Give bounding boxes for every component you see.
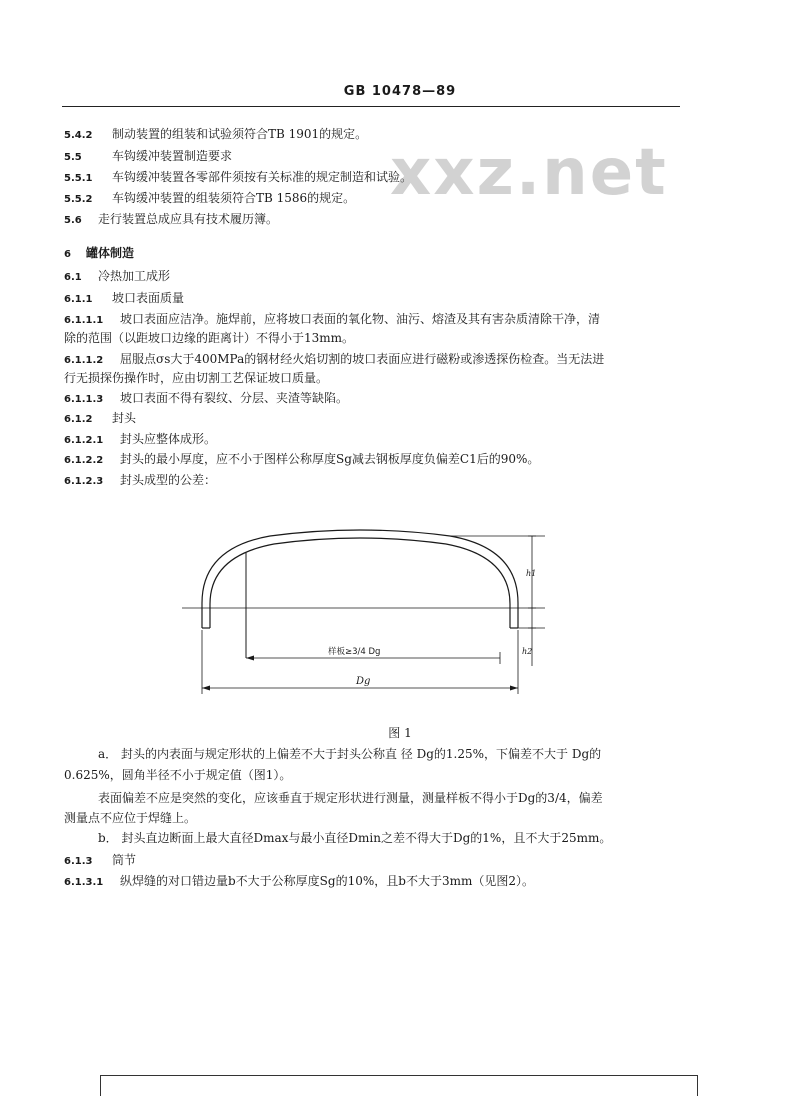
head-inner-profile	[210, 538, 510, 628]
clause-6-1-1-2: 6.1.1.2 屈服点σs大于400MPa的钢材经火焰切割的坡口表面应进行磁粉或渗透探伤检查。当无法进	[64, 352, 605, 366]
watermark: xxz.net	[390, 136, 668, 210]
clause-6-1: 6.1 冷热加工成形	[64, 269, 171, 283]
h1-label: h1	[526, 569, 537, 578]
clause-5-5: 5.5 车钩缓冲装置制造要求	[64, 149, 233, 163]
diameter-label: Dg	[356, 676, 371, 687]
header-rule	[62, 106, 680, 107]
head-outer-profile	[202, 530, 518, 628]
h2-label: h2	[522, 647, 533, 656]
clause-5-4-2: 5.4.2 制动装置的组装和试验须符合TB 1901的规定。	[64, 127, 368, 141]
template-label: 样板≥3/4 Dg	[328, 647, 381, 657]
figure-caption: 图 1	[388, 726, 412, 740]
clause-6-1-1-1: 6.1.1.1 坡口表面应洁净。施焊前，应将坡口表面的氧化物、油污、熔渣及其有害杂质清除干净，清	[64, 312, 601, 326]
para-b: b． 封头直边断面上最大直径Dmax与最小直径Dmin之差不得大于Dg的1%，且不大于25mm。	[98, 831, 612, 845]
section-6-title: 6 罐体制造	[64, 246, 135, 260]
para-surface-line-2: 测量点不应位于焊缝上。	[64, 811, 197, 825]
clause-5-5-2: 5.5.2 车钩缓冲装置的组装须符合TB 1586的规定。	[64, 191, 356, 205]
dished-head-figure	[160, 508, 560, 713]
clause-6-1-2-3: 6.1.2.3 封头成型的公差：	[64, 473, 217, 487]
para-a-line-1: a． 封头的内表面与规定形状的上偏差不大于封头公称直 径 Dg的1.25%，下偏差不大于 Dg的	[98, 747, 602, 761]
para-a-line-2: 0.625%，圆角半径不小于规定值（图1）。	[64, 768, 292, 782]
page-header: GB 10478—89	[343, 84, 457, 99]
clause-5-6: 5.6 走行装置总成应具有技术履历簿。	[64, 212, 279, 226]
clause-6-1-3: 6.1.3 筒节	[64, 853, 137, 867]
clause-5-5-1: 5.5.1 车钩缓冲装置各零部件须按有关标准的规定制造和试验。	[64, 170, 413, 184]
clause-6-1-2: 6.1.2 封头	[64, 411, 137, 425]
clause-6-1-1: 6.1.1 坡口表面质量	[64, 291, 185, 305]
clause-6-1-2-2: 6.1.2.2 封头的最小厚度，应不小于图样公称厚度Sg减去钢板厚度负偏差C1后的90%。	[64, 452, 540, 466]
clause-6-1-2-1: 6.1.2.1 封头应整体成形。	[64, 432, 217, 446]
clause-6-1-1-3: 6.1.1.3 坡口表面不得有裂纹、分层、夹渣等缺陷。	[64, 391, 349, 405]
para-surface-line-1: 表面偏差不应是突然的变化，应该垂直于规定形状进行测量，测量样板不得小于Dg的3/4，偏差	[98, 791, 603, 805]
clause-6-1-1-1-cont: 除的范围（以距坡口边缘的距离计）不得小于13mm。	[64, 331, 355, 345]
bottom-frame	[100, 1075, 698, 1096]
clause-6-1-3-1: 6.1.3.1 纵焊缝的对口错边量b不大于公称厚度Sg的10%，且b不大于3mm（见图2）。	[64, 874, 534, 888]
clause-6-1-1-2-cont: 行无损探伤操作时，应由切割工艺保证坡口质量。	[64, 371, 329, 385]
